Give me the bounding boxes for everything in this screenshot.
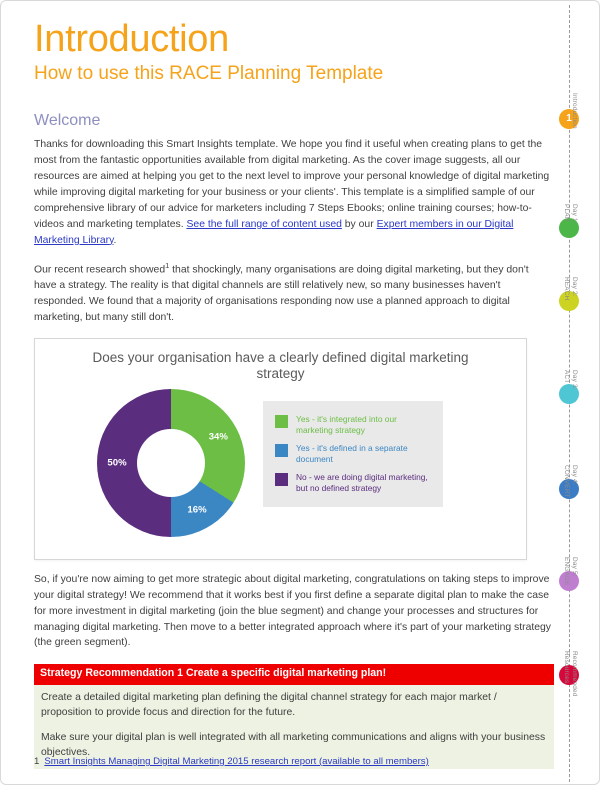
content-library-link[interactable]: See the full range of content used [186, 218, 342, 230]
footnote [34, 756, 554, 767]
legend-label-0: Yes - it's integrated into our marketing strategy [296, 413, 397, 435]
slice-label-0: 34% [208, 431, 228, 443]
research-text-b: that shockingly, many organisations are doing digital marketing, but they don't have a strategy. The reality is that digital channels are still relatively new, so many businesses haven't responded. We found that a majority of organisations responding now use a planned approach to digital marketing, but many still don't. [34, 264, 529, 323]
rail-dot-icon[interactable]: 1 [559, 109, 579, 129]
legend-item [275, 414, 433, 436]
recommendation-paragraph-1: Create a detailed digital marketing plan defining the digital channel strategy for each major market / proposition to provide focus and direction for the future. [41, 691, 497, 719]
rail-item-label: Day 2: REACH [563, 277, 578, 301]
legend-item [275, 472, 433, 494]
rail-item-label: Introduction [571, 93, 578, 129]
rail-item-label: Day 3: ACT [563, 370, 578, 390]
chart-body [35, 383, 526, 548]
legend-swatch-green [275, 415, 288, 428]
rail-item-label: Recommended Resources [563, 651, 578, 697]
section-heading-welcome: Welcome [34, 112, 101, 130]
intro-paragraph-1 [34, 137, 554, 248]
donut-hole [137, 429, 205, 497]
donut-ring [97, 389, 245, 537]
donut-chart [97, 389, 245, 537]
rail-item-label: Day 1: PLAN [563, 204, 578, 224]
page-subtitle: How to use this RACE Planning Template [34, 62, 384, 84]
slice-label-2: 50% [107, 457, 127, 469]
intro-paragraph-1-text: Thanks for downloading this Smart Insights template. We hope you find it useful when creating plans to get the most from the fantastic opportunities available from digital marketing. As the cover image suggests, all our resources are aimed at helping you get to the next level to improve your personal knowledge of digital marketing while improving digital marketing for your business or your clients'. This template is a simplified sample of our comprehensive library of our advice for marketers including 7 Steps Ebooks; online training courses; how-to-videos and marketing templates. [34, 139, 550, 230]
rail-item-label: Day 5: ENGAGE [563, 557, 578, 586]
expert-members-link[interactable]: Expert members in our Digital Marketing Library [34, 218, 514, 246]
rail-item-label: Day 4: CONVERT [563, 465, 578, 498]
strategy-chart-panel [34, 338, 527, 560]
intro-paragraph-1-mid: by our [344, 218, 374, 230]
legend-item [275, 443, 433, 465]
chapter-rail [554, 1, 600, 785]
page-title: Introduction [34, 18, 229, 60]
strategy-recommendation-block [34, 664, 554, 769]
chart-title: Does your organisation have a clearly defined digital marketing strategy [92, 349, 469, 382]
intro-paragraph-2 [34, 260, 554, 326]
footnote-number: 1 [34, 756, 40, 767]
research-text-a: Our recent research showed [34, 264, 166, 276]
legend-swatch-purple [275, 473, 288, 486]
footnote-marker: 1 [165, 260, 170, 270]
chart-legend [263, 401, 443, 508]
legend-label-2: No - we are doing digital marketing, but no defined strategy [296, 472, 428, 494]
legend-swatch-blue [275, 444, 288, 457]
recommendation-heading: Strategy Recommendation 1 Create a specific digital marketing plan! [34, 664, 554, 684]
intro-paragraph-3: So, if you're now aiming to get more strategic about digital marketing, congratulations on taking steps to improve your digital strategy! We recommend that it works best if you first define a separate digital plan to make the case for more investment in digital marketing (join the blue segment) and change your processes and structures for managing digital marketing. Then move to a better integrated approach where it's part of your marketing strategy (the green segment). [34, 573, 551, 649]
intro-paragraph-1-end: . [113, 234, 117, 246]
page-content [34, 1, 554, 769]
legend-label-1: Yes - it's defined in a separate document [296, 442, 408, 464]
slice-label-1: 16% [187, 504, 207, 516]
footnote-link[interactable]: Smart Insights Managing Digital Marketing 2015 research report (available to all members) [44, 756, 429, 767]
recommendation-paragraph-2: Make sure your digital plan is well integrated with all marketing communications and aligns with your business objectives. [41, 731, 546, 759]
